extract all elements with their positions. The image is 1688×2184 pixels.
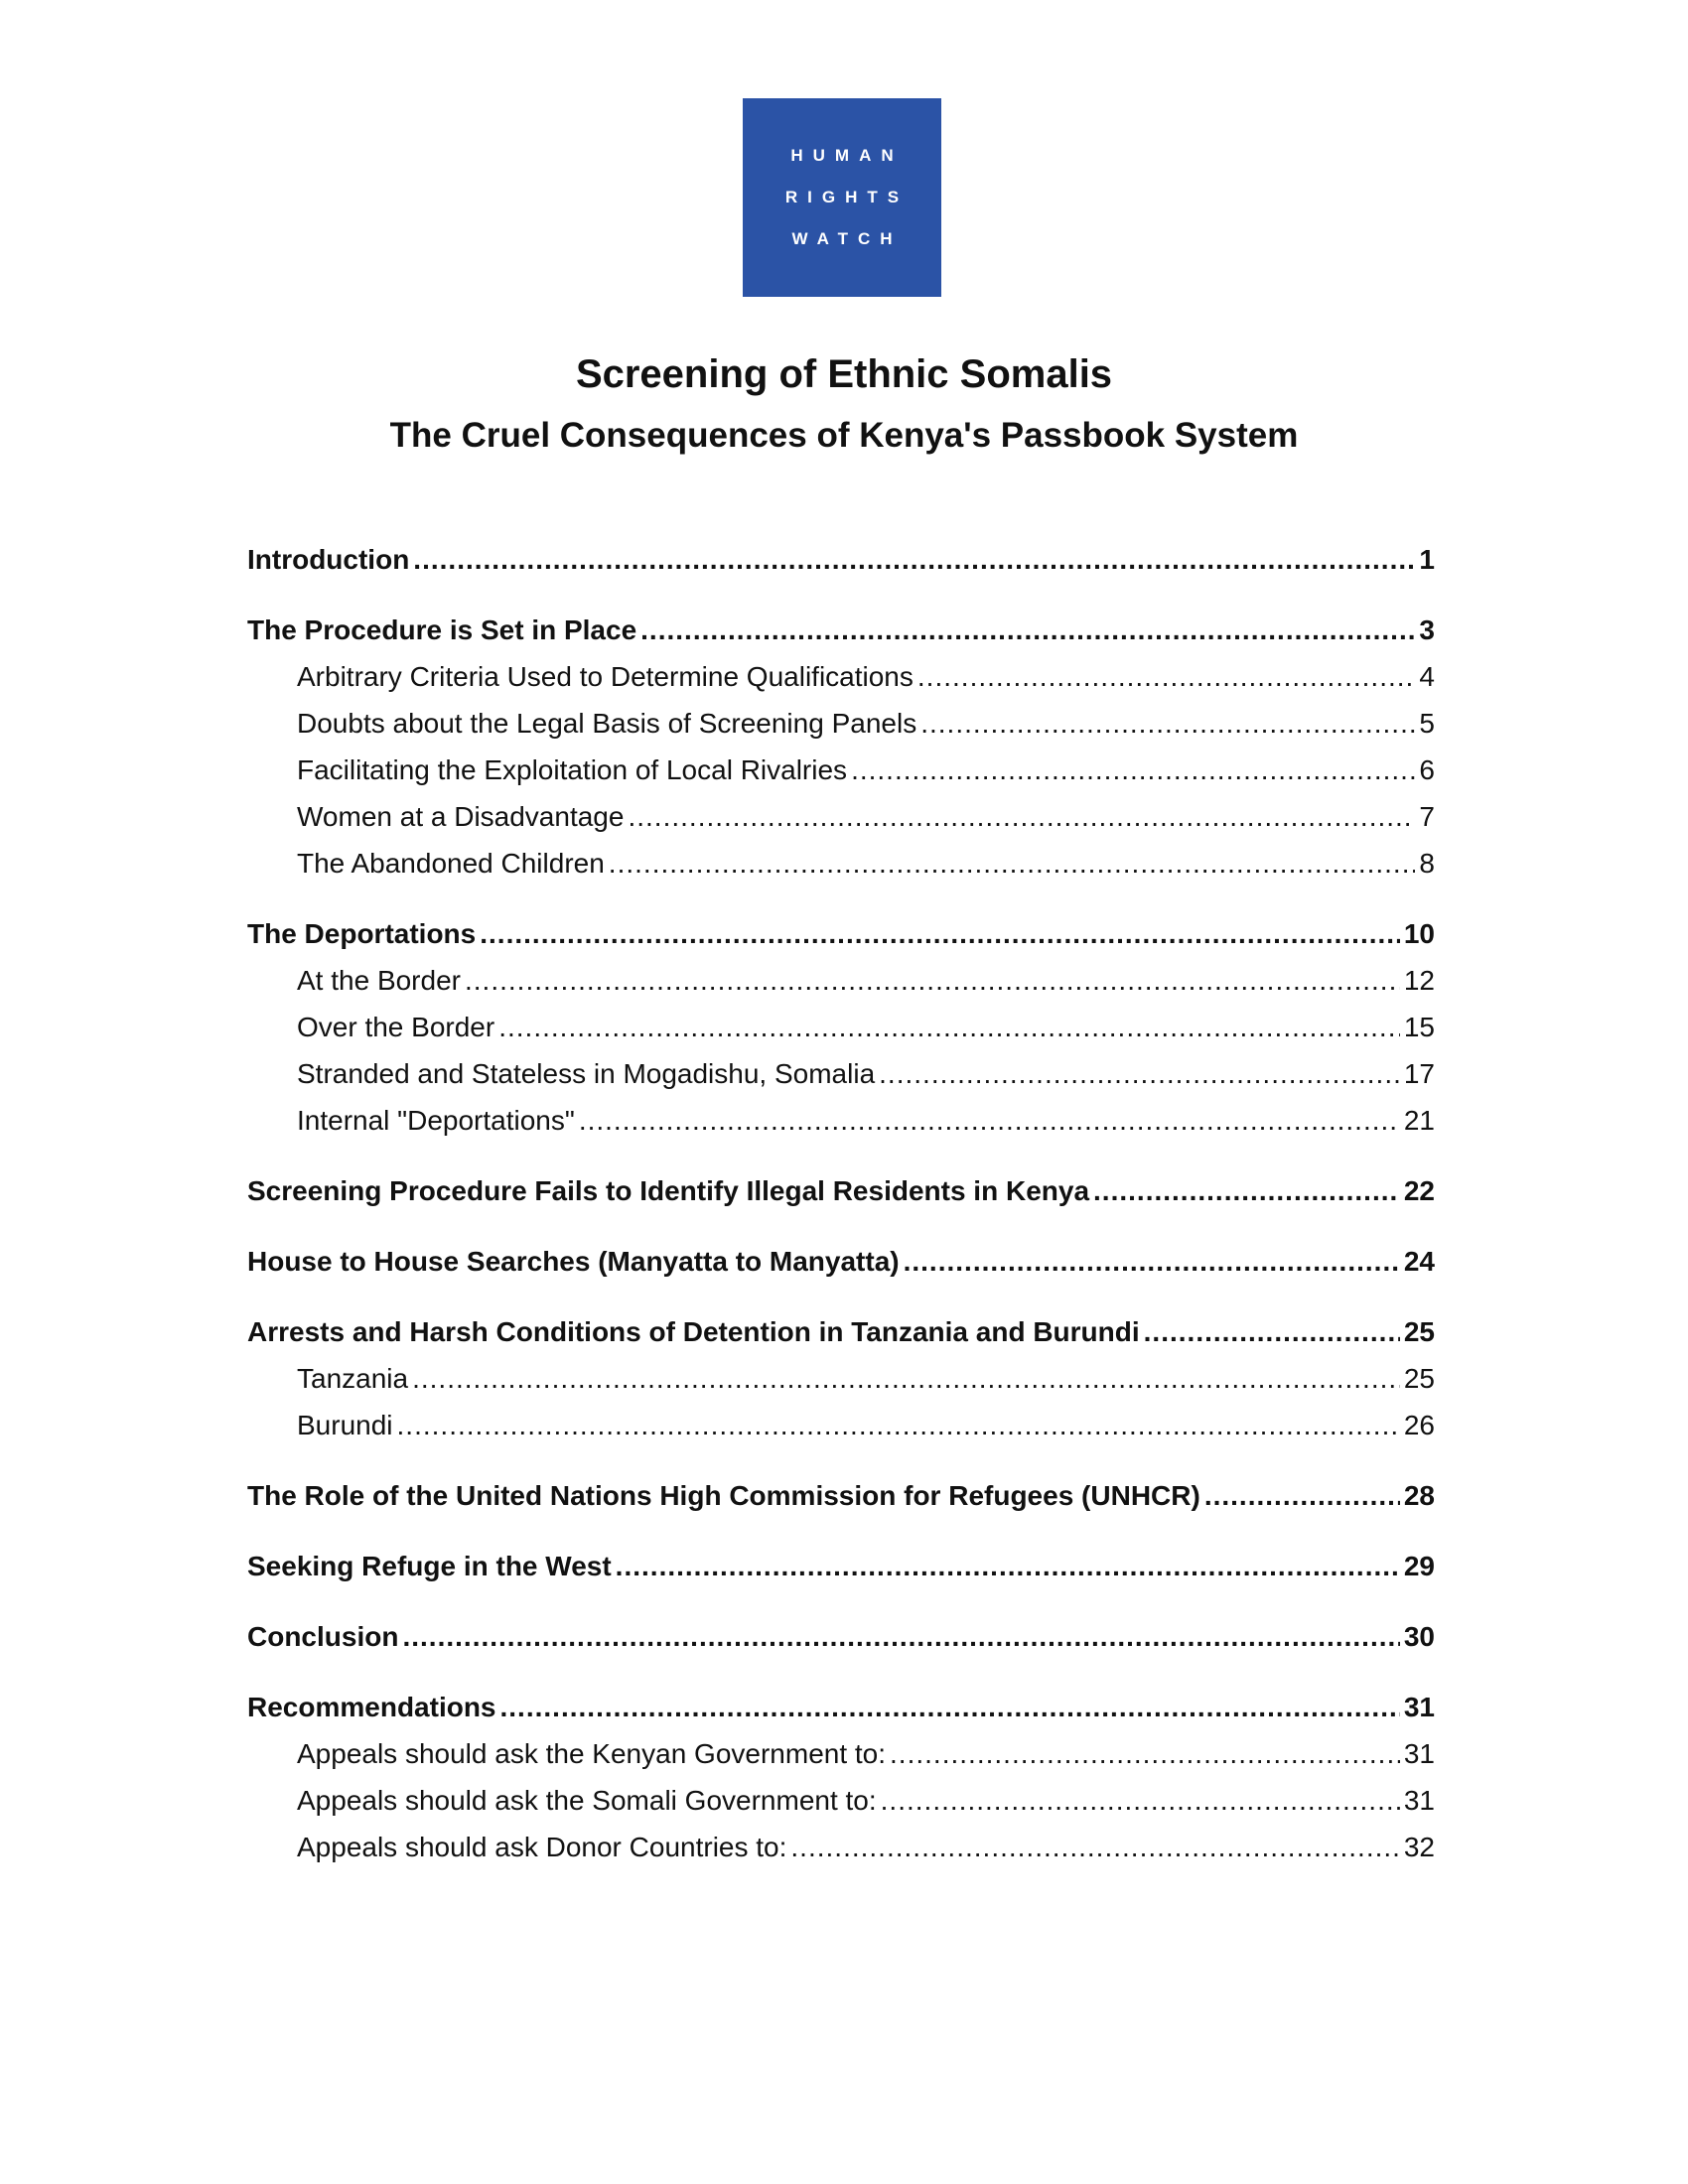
dot-leader [616,1543,1400,1589]
toc-subsection-entry[interactable] [247,1355,1435,1402]
toc-page-number: 4 [1419,661,1435,692]
toc-page-number: 25 [1403,1363,1435,1394]
toc-section-entry[interactable] [247,607,1435,653]
document-subtitle: The Cruel Consequences of Kenya's Passbook System [389,416,1299,455]
toc-page-number: 28 [1403,1480,1435,1511]
dot-leader [579,1097,1400,1144]
toc-page-number: 15 [1403,1012,1435,1042]
toc-subsection-entry[interactable] [247,1730,1435,1777]
toc-page-number: 25 [1403,1316,1435,1347]
logo-text-line: RIGHTS [784,188,910,206]
toc-subsection-entry[interactable] [247,653,1435,700]
toc-page-number: 1 [1419,544,1435,575]
dot-leader [1093,1167,1400,1214]
toc-section-entry[interactable] [247,536,1435,583]
toc-subsection-entry[interactable] [247,1402,1435,1448]
dot-leader [851,747,1415,793]
toc-page-number: 17 [1403,1058,1435,1089]
toc-entry-label: Internal "Deportations" [297,1105,575,1136]
toc-entry-label: Recommendations [247,1692,496,1722]
toc-entry-label: Facilitating the Exploitation of Local Rivalries [297,754,848,785]
dot-leader [790,1824,1399,1870]
toc-page-number: 12 [1403,965,1435,996]
document-title: Screening of Ethnic Somalis [575,352,1113,396]
dot-leader [879,1050,1400,1097]
toc-entry-label: Tanzania [297,1363,409,1394]
toc-page-number: 31 [1403,1785,1435,1816]
toc-page-number: 26 [1403,1410,1435,1440]
toc-page-number: 24 [1403,1246,1435,1277]
table-of-contents [247,536,1435,1870]
toc-subsection-entry[interactable] [247,957,1435,1004]
toc-entry-label: Burundi [297,1410,393,1440]
toc-page-number: 8 [1419,848,1435,879]
toc-section-entry[interactable] [247,1167,1435,1214]
toc-entry-label: Conclusion [247,1621,399,1652]
toc-entry-label: At the Border [297,965,461,996]
toc-subsection-entry[interactable] [247,747,1435,793]
toc-entry-label: Over the Border [297,1012,495,1042]
dot-leader [609,840,1416,887]
toc-page-number: 10 [1403,918,1435,949]
toc-subsection-entry[interactable] [247,1004,1435,1050]
toc-section-entry[interactable] [247,1472,1435,1519]
dot-leader [1204,1472,1400,1519]
dot-leader [413,536,1415,583]
toc-page-number: 21 [1403,1105,1435,1136]
dot-leader [402,1613,1399,1660]
dot-leader [465,957,1400,1004]
dot-leader [500,1684,1400,1730]
toc-entry-label: Doubts about the Legal Basis of Screening Panels [297,708,917,739]
human-rights-watch-logo [743,98,941,297]
toc-section-entry[interactable] [247,1308,1435,1355]
toc-page-number: 5 [1419,708,1435,739]
toc-entry-label: Appeals should ask the Somali Government to: [297,1785,877,1816]
dot-leader [628,793,1415,840]
dot-leader [1144,1308,1400,1355]
dot-leader [397,1402,1400,1448]
dot-leader [904,1238,1400,1285]
toc-entry-label: Appeals should ask Donor Countries to: [297,1832,787,1862]
toc-entry-label: Screening Procedure Fails to Identify Illegal Residents in Kenya [247,1175,1090,1206]
toc-page-number: 29 [1403,1551,1435,1581]
toc-subsection-entry[interactable] [247,793,1435,840]
dot-leader [412,1355,1400,1402]
toc-entry-label: Introduction [247,544,410,575]
logo-text-line: HUMAN [790,146,904,165]
dot-leader [480,910,1400,957]
toc-entry-label: Arrests and Harsh Conditions of Detention in Tanzania and Burundi [247,1316,1140,1347]
dot-leader [498,1004,1400,1050]
toc-entry-label: Seeking Refuge in the West [247,1551,612,1581]
dot-leader [640,607,1415,653]
toc-section-entry[interactable] [247,1543,1435,1589]
toc-page-number: 31 [1403,1692,1435,1722]
toc-section-entry[interactable] [247,1238,1435,1285]
toc-entry-label: Appeals should ask the Kenyan Government to: [297,1738,887,1769]
toc-entry-label: Women at a Disadvantage [297,801,625,832]
toc-section-entry[interactable] [247,910,1435,957]
dot-leader [917,653,1416,700]
toc-page-number: 7 [1419,801,1435,832]
toc-entry-label: The Procedure is Set in Place [247,614,637,645]
toc-page-number: 3 [1419,614,1435,645]
toc-subsection-entry[interactable] [247,700,1435,747]
dot-leader [920,700,1415,747]
toc-page-number: 31 [1403,1738,1435,1769]
toc-subsection-entry[interactable] [247,1097,1435,1144]
toc-subsection-entry[interactable] [247,840,1435,887]
toc-subsection-entry[interactable] [247,1050,1435,1097]
logo-text-line: WATCH [791,229,903,248]
toc-entry-label: House to House Searches (Manyatta to Manyatta) [247,1246,900,1277]
toc-entry-label: Arbitrary Criteria Used to Determine Qualifications [297,661,914,692]
dot-leader [890,1730,1400,1777]
toc-page-number: 22 [1403,1175,1435,1206]
toc-section-entry[interactable] [247,1613,1435,1660]
toc-subsection-entry[interactable] [247,1824,1435,1870]
dot-leader [881,1777,1400,1824]
toc-subsection-entry[interactable] [247,1777,1435,1824]
toc-entry-label: The Role of the United Nations High Commission for Refugees (UNHCR) [247,1480,1200,1511]
toc-entry-label: The Abandoned Children [297,848,605,879]
toc-section-entry[interactable] [247,1684,1435,1730]
toc-entry-label: The Deportations [247,918,477,949]
toc-page-number: 30 [1403,1621,1435,1652]
toc-entry-label: Stranded and Stateless in Mogadishu, Somalia [297,1058,876,1089]
toc-page-number: 32 [1403,1832,1435,1862]
toc-page-number: 6 [1419,754,1435,785]
